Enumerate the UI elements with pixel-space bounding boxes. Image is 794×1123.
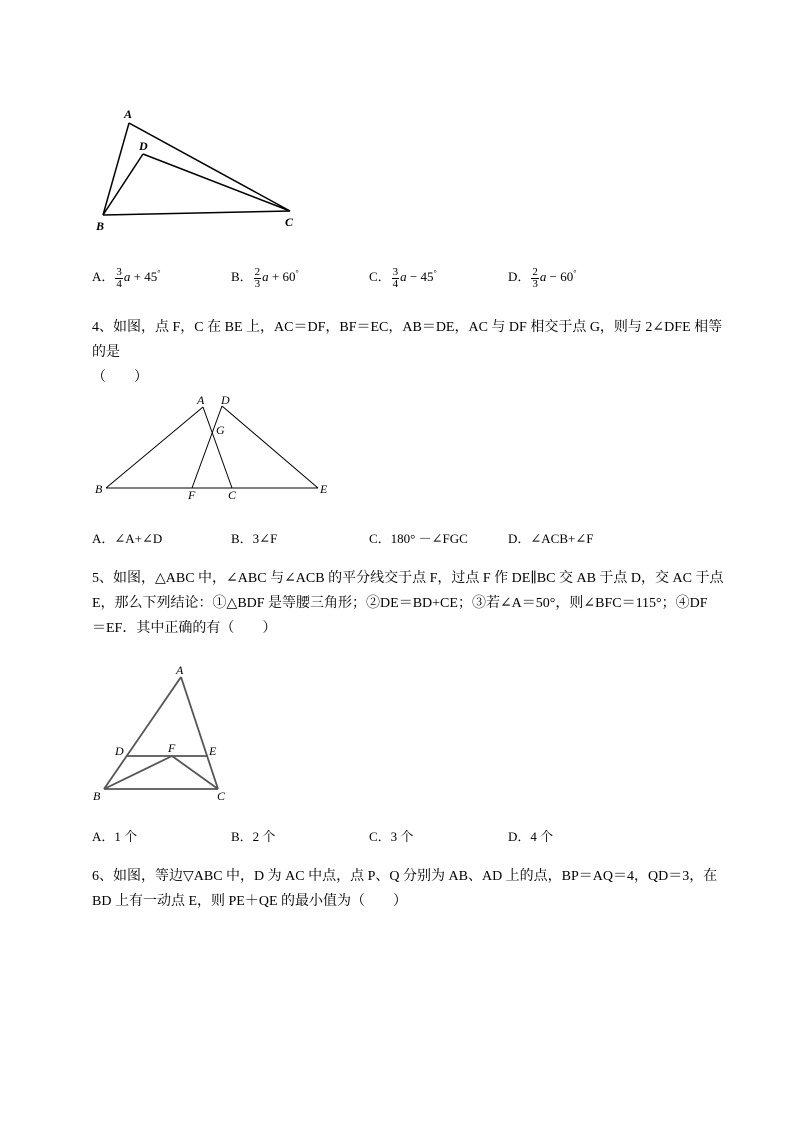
- segment-DC: [143, 154, 290, 211]
- segment-AB: [103, 123, 129, 215]
- q4-label-G: G: [216, 423, 225, 437]
- q3-label-C: C: [285, 215, 294, 229]
- q4-label-C: C: [228, 488, 237, 502]
- q5-text-line1: 5、如图，△ABC 中，∠ABC 与∠ACB 的平分线交于点 F，过点 F 作 DE∥BC 交 AB 于点 D，交 AC 于点: [92, 571, 724, 586]
- q5-text-line3: ＝EF．其中正确的有（ ）: [92, 621, 277, 636]
- q5-option-a[interactable]: A．1 个: [92, 829, 138, 844]
- segment-DE: [222, 406, 318, 488]
- q5-label-A: A: [176, 663, 184, 677]
- q5-question: [92, 566, 732, 641]
- q5-label-F: F: [168, 741, 176, 755]
- q4-label-E: E: [320, 482, 328, 496]
- q5-text-line2: E，那么下列结论：①△BDF 是等腰三角形；②DE＝BD+CE；③若∠A＝50°，则∠BFC＝115°；④DF: [92, 596, 708, 611]
- segment-AB: [104, 677, 181, 789]
- q5-option-c[interactable]: C．3 个: [369, 829, 414, 844]
- segment-CF: [172, 756, 218, 789]
- q3-option-a[interactable]: A． $\frac{3}{4}$ a + 45°: [92, 265, 161, 290]
- q4-option-d[interactable]: D．∠ACB+∠F: [508, 531, 594, 546]
- q3-triangle-figure: [90, 100, 310, 240]
- q5-label-B: B: [93, 789, 101, 803]
- segment-BC: [103, 211, 290, 215]
- q5-label-C: C: [217, 789, 226, 803]
- fraction: $\frac{3}{4}$: [392, 265, 399, 290]
- q3-option-d[interactable]: D． $\frac{2}{3}$ a − 60°: [508, 265, 577, 290]
- q4-options: [92, 528, 712, 552]
- q5-option-d[interactable]: D．4 个: [508, 829, 554, 844]
- q5-figure: [90, 660, 240, 810]
- q4-option-c[interactable]: C．180° －∠FGC: [369, 531, 468, 546]
- q3-option-c[interactable]: C． $\frac{3}{4}$ a − 45°: [369, 265, 437, 290]
- q6-text-line2: BD 上有一动点 E，则 PE＋QE 的最小值为（ ）: [92, 894, 407, 909]
- q4-label-F: F: [188, 488, 196, 502]
- q4-text-line2: （ ）: [92, 370, 148, 385]
- segment-AC: [181, 677, 218, 789]
- q4-label-D: D: [221, 393, 230, 407]
- q4-label-A: A: [197, 393, 205, 407]
- q5-options: [92, 826, 712, 850]
- q6-text-line1: 6、如图，等边▽ABC 中，D 为 AC 中点，点 P、Q 分别为 AB、AD 上的点，BP＝AQ＝4，QD＝3，在: [92, 869, 718, 884]
- segment-AC: [129, 123, 290, 211]
- q5-label-D: D: [115, 744, 124, 758]
- q6-question: [92, 864, 732, 914]
- q3-options: [92, 266, 712, 290]
- q3-option-b[interactable]: B． $\frac{2}{3}$ a + 60°: [231, 265, 299, 290]
- q4-option-a[interactable]: A．∠A+∠D: [92, 531, 163, 546]
- segment-BD: [103, 154, 143, 215]
- q3-label-B: B: [96, 219, 105, 233]
- fraction: $\frac{2}{3}$: [532, 265, 538, 290]
- q4-figure: [90, 385, 340, 505]
- fraction: $\frac{3}{4}$: [116, 265, 122, 290]
- segment-BA: [106, 407, 203, 488]
- q5-label-E: E: [209, 744, 217, 758]
- q4-text-line1: 4、如图，点 F，C 在 BE 上，AC＝DF，BF＝EC，AB＝DE，AC 与 DF 相交于点 G，则与 2∠DFE 相等的是: [92, 320, 723, 360]
- q4-label-B: B: [95, 482, 103, 496]
- q3-label-D: D: [139, 139, 148, 153]
- segment-BF: [104, 756, 172, 789]
- q3-label-A: A: [124, 107, 133, 121]
- fraction: $\frac{2}{3}$: [254, 265, 261, 290]
- q5-option-b[interactable]: B．2 个: [231, 829, 276, 844]
- q4-question: [92, 315, 732, 390]
- q4-option-b[interactable]: B．3∠F: [231, 531, 278, 546]
